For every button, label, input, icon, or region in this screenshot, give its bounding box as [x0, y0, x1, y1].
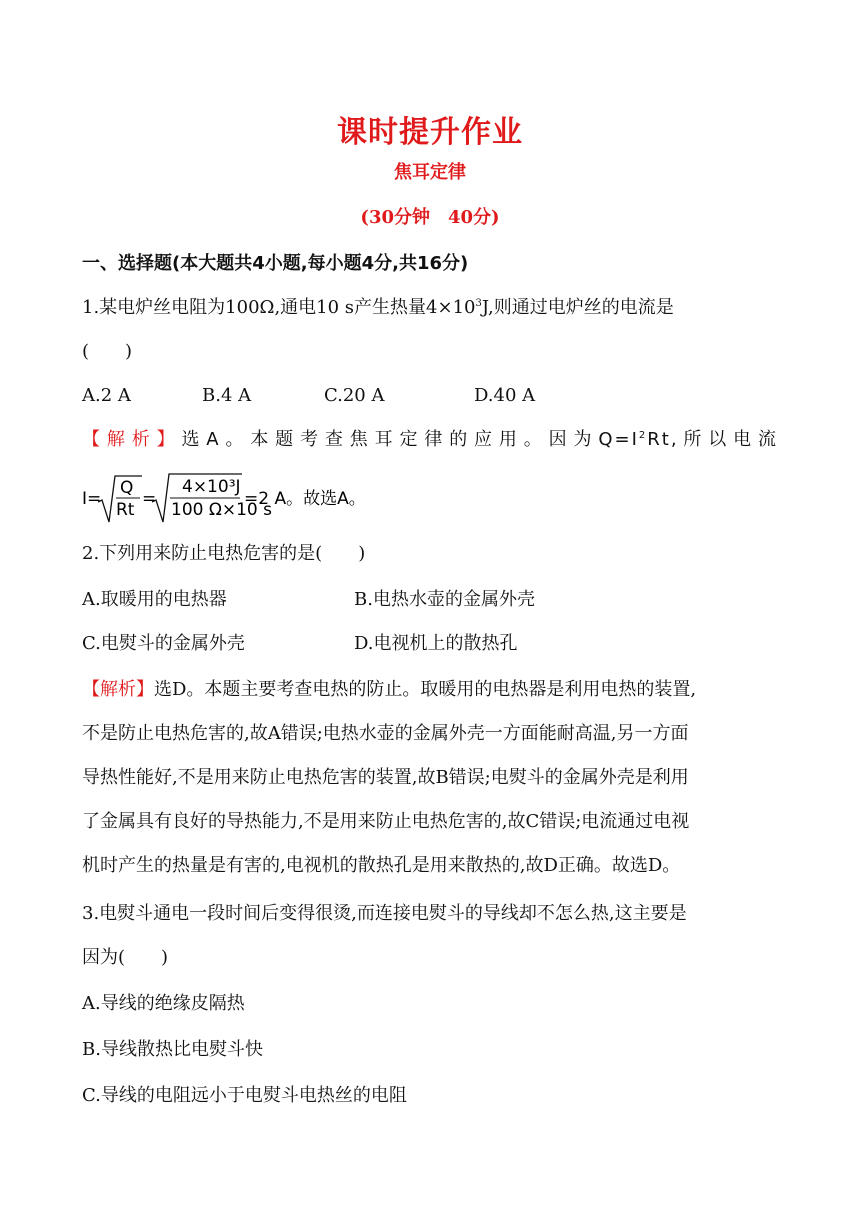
formula-result: =2 A。故选A。 — [244, 489, 366, 509]
time-score: (30分钟 40分) — [360, 207, 500, 228]
q2-options-row2 — [82, 630, 782, 658]
q1-option-c: C.20 A — [324, 385, 385, 406]
page-title: 课时提升作业 — [337, 115, 523, 150]
q1-option-d: D.40 A — [474, 385, 536, 406]
q2-analysis-line-2: 不是防止电热危害的,故A错误;电热水壶的金属外壳一方面能耐高温,另一方面 — [82, 723, 689, 744]
q2-stem: 2.下列用来防止电热危害的是( ) — [82, 543, 366, 564]
formula-eq: = — [142, 489, 157, 509]
q1-option-a: A.2 A — [82, 385, 131, 406]
q2-option-c: C.电熨斗的金属外壳 — [82, 633, 245, 654]
formula-num2: 4×10³J — [182, 477, 241, 497]
q2-analysis-line-4: 了金属具有良好的导热能力,不是用来防止电热危害的,故C错误;电流通过电视 — [82, 811, 690, 832]
q1-options — [82, 382, 782, 410]
q2-analysis-line-5: 机时产生的热量是有害的,电视机的散热孔是用来散热的,故D正确。故选D。 — [82, 855, 681, 876]
section-heading: 一、选择题(本大题共4小题,每小题4分,共16分) — [82, 253, 469, 274]
q2-option-a: A.取暖用的电热器 — [82, 589, 227, 610]
formula-den2: 100 Ω×10 s — [171, 500, 272, 520]
formula-den1: Rt — [116, 500, 135, 520]
q3-stem-line-1: 3.电熨斗通电一段时间后变得很烫,而连接电熨斗的导线却不怎么热,这主要是 — [82, 903, 687, 924]
formula-lhs: I= — [82, 489, 102, 509]
q2-analysis-line-1: 【解析】选D。本题主要考查电热的防止。取暖用的电热器是利用电热的装置, — [82, 679, 697, 700]
q2-options-row1 — [82, 586, 782, 614]
q3-option-b: B.导线散热比电熨斗快 — [82, 1039, 263, 1060]
q3-stem-line-2: 因为( ) — [82, 947, 169, 968]
current-formula — [82, 468, 582, 528]
q1-paren: ( ) — [82, 341, 133, 362]
q3-option-c: C.导线的电阻远小于电熨斗电热丝的电阻 — [82, 1085, 407, 1106]
q2-option-b: B.电热水壶的金属外壳 — [354, 589, 535, 610]
analysis-tag: 【解析】 — [82, 429, 182, 450]
q2-analysis-line-3: 导热性能好,不是用来防止电热危害的装置,故B错误;电熨斗的金属外壳是利用 — [82, 767, 689, 788]
q3-option-a: A.导线的绝缘皮隔热 — [82, 993, 245, 1014]
q2-option-d: D.电视机上的散热孔 — [354, 633, 518, 654]
q1-analysis: 【解析】选A。本题考查焦耳定律的应用。因为$Q=I^2Rt$,所以电流 — [82, 429, 778, 450]
q1-option-b: B.4 A — [202, 385, 252, 406]
formula-num1: Q — [120, 478, 134, 498]
q1-stem: 1.某电炉丝电阻为100Ω,通电10 s产生热量$4\times 10^3J$,则通过电炉丝的电流是 — [82, 297, 674, 318]
analysis-tag: 【解析】 — [82, 679, 154, 700]
page-subtitle: 焦耳定律 — [394, 162, 466, 183]
